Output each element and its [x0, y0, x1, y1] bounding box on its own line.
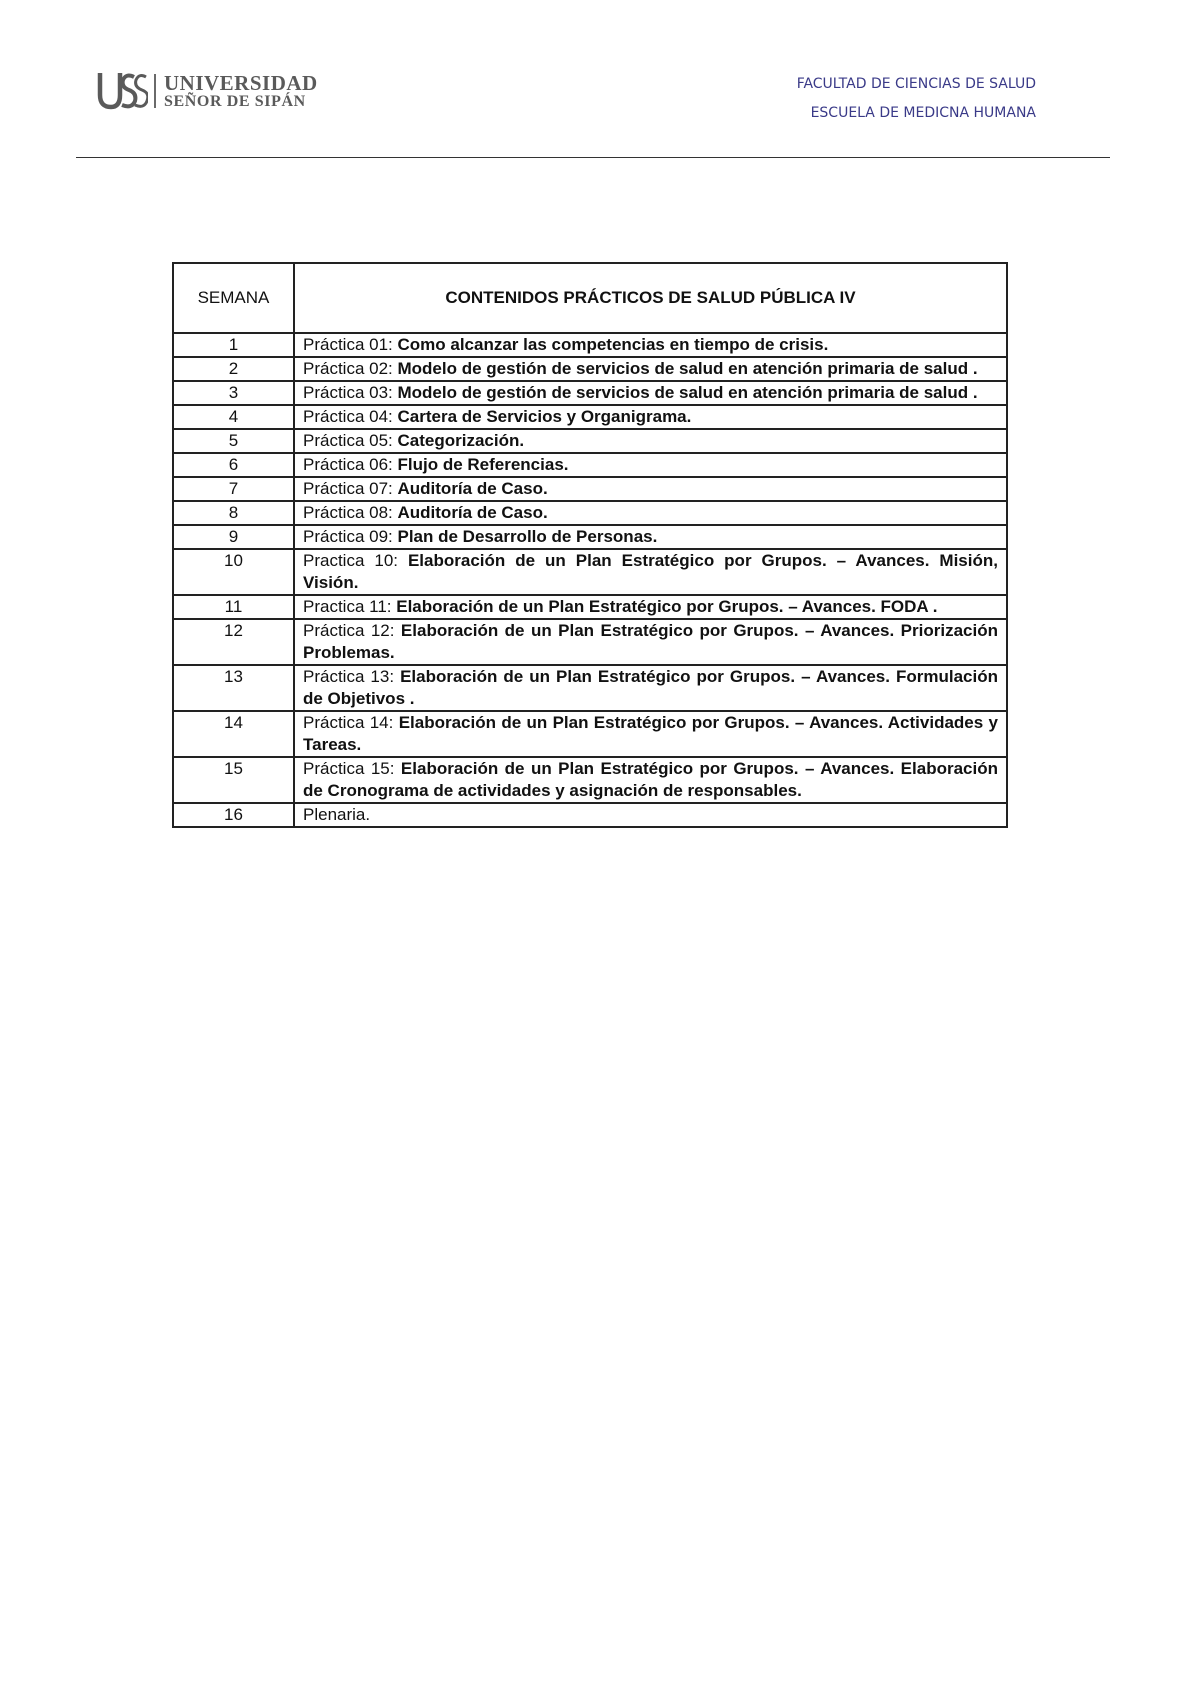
week-number: 14 — [173, 711, 294, 757]
practice-label: Práctica 12: — [303, 621, 401, 640]
practice-content — [294, 333, 1007, 357]
logo-wordmark — [164, 72, 318, 111]
table-row — [173, 711, 1007, 757]
practice-content — [294, 405, 1007, 429]
practice-content — [294, 525, 1007, 549]
practice-topic: Flujo de Referencias. — [397, 455, 569, 474]
practice-topic: Modelo de gestión de servicios de salud en atención primaria de salud . — [397, 359, 978, 378]
practice-label: Práctica 15: — [303, 759, 401, 778]
practice-topic: Como alcanzar las competencias en tiempo de crisis. — [397, 335, 829, 354]
table-row — [173, 429, 1007, 453]
week-number: 16 — [173, 803, 294, 827]
practice-label: Práctica 03: — [303, 383, 398, 402]
table-row — [173, 803, 1007, 827]
practice-content — [294, 665, 1007, 711]
practice-label: Práctica 05: — [303, 431, 398, 450]
practice-content — [294, 549, 1007, 595]
table-header-row — [173, 263, 1007, 333]
practice-label: Practica 11: — [303, 597, 397, 616]
week-number: 3 — [173, 381, 294, 405]
table-row — [173, 477, 1007, 501]
week-number: 6 — [173, 453, 294, 477]
table-row — [173, 333, 1007, 357]
practice-topic: Plan de Desarrollo de Personas. — [397, 527, 658, 546]
week-number: 4 — [173, 405, 294, 429]
week-number: 5 — [173, 429, 294, 453]
table-row — [173, 595, 1007, 619]
table-row — [173, 549, 1007, 595]
week-number: 1 — [173, 333, 294, 357]
column-header-content: CONTENIDOS PRÁCTICOS DE SALUD PÚBLICA IV — [294, 263, 1007, 333]
practice-content — [294, 477, 1007, 501]
week-number: 8 — [173, 501, 294, 525]
practice-topic: Modelo de gestión de servicios de salud en atención primaria de salud . — [397, 383, 978, 402]
practice-topic: Elaboración de un Plan Estratégico por Grupos. – Avances. Actividades y Tareas. — [303, 713, 998, 754]
practice-label: Práctica 02: — [303, 359, 398, 378]
table-row — [173, 405, 1007, 429]
practice-label: Práctica 01: — [303, 335, 398, 354]
header-institution — [700, 70, 1036, 128]
week-number: 10 — [173, 549, 294, 595]
table-row — [173, 665, 1007, 711]
column-header-week: SEMANA — [173, 263, 294, 333]
week-number: 7 — [173, 477, 294, 501]
table-row — [173, 757, 1007, 803]
practice-label: Práctica 06: — [303, 455, 398, 474]
practice-label: Practica 10: — [303, 551, 408, 570]
practice-topic: Categorización. — [397, 431, 525, 450]
practice-label: Práctica 13: — [303, 667, 401, 686]
table-row — [173, 525, 1007, 549]
week-number: 15 — [173, 757, 294, 803]
week-number: 2 — [173, 357, 294, 381]
table-row — [173, 619, 1007, 665]
practice-topic: Auditoría de Caso. — [397, 479, 548, 498]
practice-content — [294, 381, 1007, 405]
practice-content — [294, 595, 1007, 619]
logo-divider — [154, 74, 156, 108]
table-row — [173, 381, 1007, 405]
practice-content — [294, 453, 1007, 477]
practice-topic: Auditoría de Caso. — [397, 503, 548, 522]
practice-label: Práctica 14: — [303, 713, 399, 732]
faculty-name: FACULTAD DE CIENCIAS DE SALUD — [796, 76, 1036, 92]
table-row — [173, 453, 1007, 477]
uss-monogram-icon — [96, 71, 148, 111]
practice-topic: Elaboración de un Plan Estratégico por Grupos. – Avances. Misión, Visión. — [303, 551, 998, 592]
practice-label: Práctica 08: — [303, 503, 398, 522]
practice-content — [294, 429, 1007, 453]
university-logo — [96, 68, 318, 114]
practice-label: Práctica 09: — [303, 527, 398, 546]
practice-content — [294, 619, 1007, 665]
table-row — [173, 357, 1007, 381]
practice-topic: Elaboración de un Plan Estratégico por Grupos. – Avances. Formulación de Objetivos . — [303, 667, 998, 708]
school-name: ESCUELA DE MEDICNA HUMANA — [810, 105, 1036, 121]
header-divider — [76, 157, 1110, 158]
week-number: 12 — [173, 619, 294, 665]
logo-line-university: UNIVERSIDAD — [164, 70, 318, 95]
practice-topic: Cartera de Servicios y Organigrama. — [397, 407, 692, 426]
practice-content — [294, 357, 1007, 381]
practice-topic: Elaboración de un Plan Estratégico por Grupos. – Avances. Elaboración de Cronograma de actividades y asignación de responsables. — [303, 759, 998, 800]
practice-content — [294, 757, 1007, 803]
practice-content — [294, 501, 1007, 525]
week-number: 11 — [173, 595, 294, 619]
practice-content — [294, 711, 1007, 757]
practice-content — [294, 803, 1007, 827]
practice-label: Práctica 07: — [303, 479, 398, 498]
syllabus-table — [172, 262, 1008, 828]
week-number: 13 — [173, 665, 294, 711]
practice-label: Práctica 04: — [303, 407, 398, 426]
practice-topic: Elaboración de un Plan Estratégico por Grupos. – Avances. FODA . — [396, 597, 938, 616]
practice-label: Plenaria. — [303, 805, 371, 824]
practice-topic: Elaboración de un Plan Estratégico por Grupos. – Avances. Priorización Problemas. — [303, 621, 998, 662]
week-number: 9 — [173, 525, 294, 549]
table-row — [173, 501, 1007, 525]
logo-line-name: SEÑOR DE SIPÁN — [164, 92, 306, 110]
